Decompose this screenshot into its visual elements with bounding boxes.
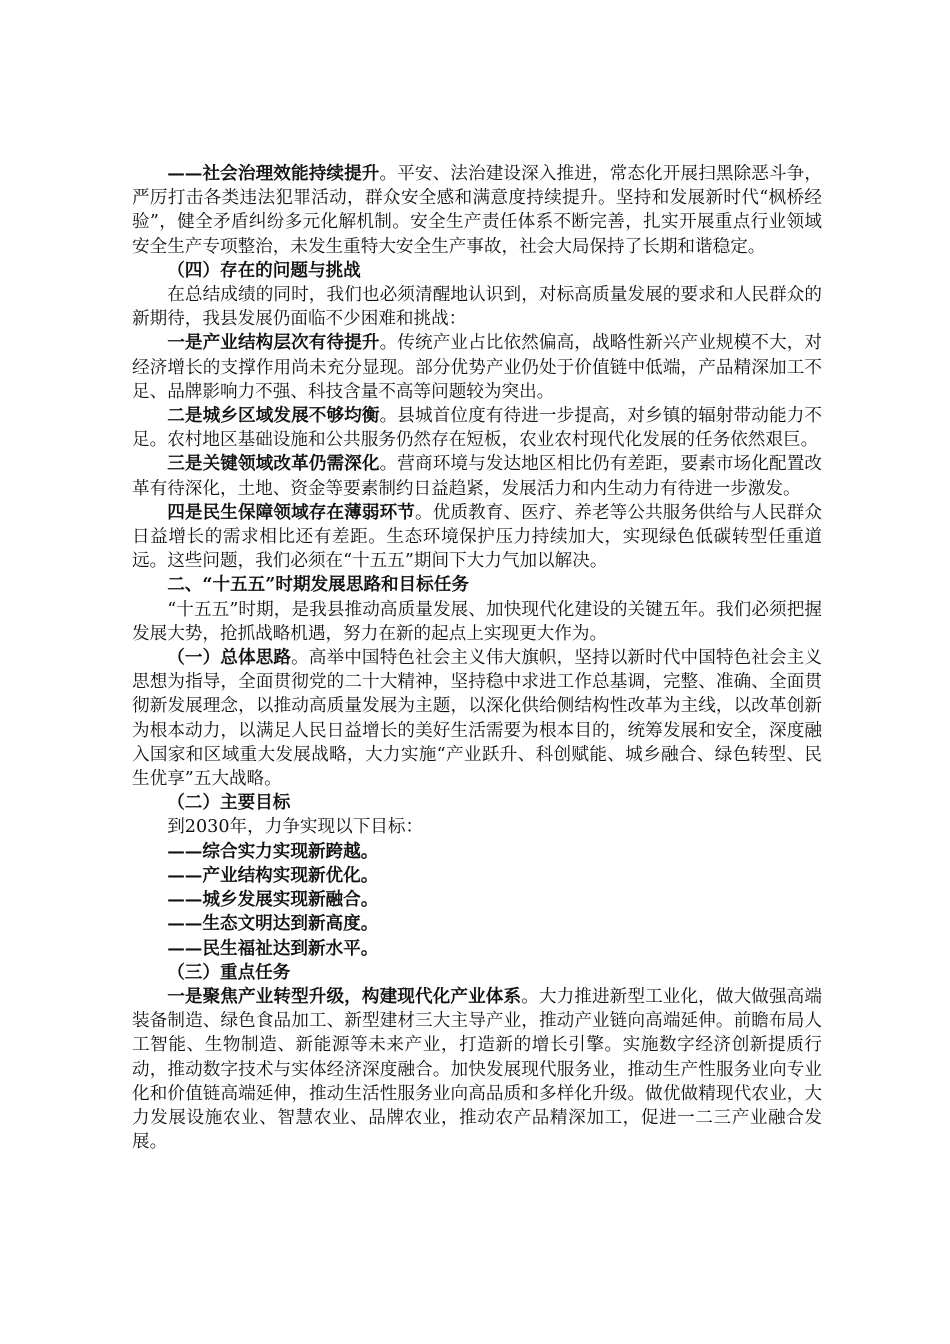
goal-item-2 (132, 864, 822, 888)
paragraph-text: 。平安、法治建设深入推进，常态化开展扫黑除恶斗争，严厉打击各类违法犯罪活动，群众安全感和满意度持续提升。坚持和发展新时代“枫桥经验”，健全矛盾纠纷多元化解机制。安全生产责任体系不断完善，扎实开展重点行业领域安全生产专项整治，未发生重特大安全生产事故，社会大局保持了长期和谐稳定。 (132, 164, 822, 257)
paragraph-text: 。大力推进新型工业化，做大做强高端装备制造、绿色食品加工、新型建材三大主导产业，推动产业链向高端延伸。前瞻布局人工智能、生物制造、新能源等未来产业，打造新的增长引擎。实施数字经济创新提质行动，推动数字技术与实体经济深度融合。加快发展现代服务业，推动生产性服务业向专业化和价值链高端延伸，推动生活性服务业向高品质和多样化升级。做优做精现代农业，大力发展设施农业、智慧农业、品牌农业，推动农产品精深加工，促进一二三产业融合发展。 (132, 986, 822, 1153)
section-heading-plan (132, 573, 822, 597)
paragraph-problem-2 (132, 404, 822, 452)
section-heading-problems (132, 259, 822, 283)
paragraph-lead: 三是关键领域改革仍需深化 (167, 453, 380, 475)
section-heading-tasks (132, 961, 822, 985)
paragraph-lead: （一）总体思路 (167, 647, 292, 669)
goal-item-1 (132, 840, 822, 864)
paragraph-lead: 四是民生保障领域存在薄弱环节 (167, 501, 415, 523)
paragraph-text: 。营商环境与发达地区相比仍有差距，要素市场化配置改革有待深化，土地、资金等要素制约日益趋紧，发展活力和内生动力有待进一步激发。 (132, 454, 822, 499)
paragraph-overall-approach (132, 646, 822, 791)
heading-text: （四）存在的问题与挑战 (167, 259, 361, 281)
goal-text: ——生态文明达到新高度。 (167, 913, 379, 935)
paragraph-text: 到2030年，力争实现以下目标： (167, 817, 424, 838)
goal-text: ——产业结构实现新优化。 (167, 864, 379, 886)
paragraph-lead: 二是城乡区域发展不够均衡 (167, 405, 380, 427)
paragraph-text: 。优质教育、医疗、养老等公共服务供给与人民群众日益增长的需求相比还有差距。生态环境保护压力持续加大，实现绿色低碳转型任重道远。这些问题，我们必须在“十五五”期间下大力气加以解决。 (132, 502, 822, 572)
paragraph-problem-3 (132, 452, 822, 500)
paragraph-problem-1 (132, 331, 822, 404)
goal-item-5 (132, 937, 822, 961)
paragraph-governance (132, 162, 822, 259)
paragraph-text: “十五五”时期，是我县推动高质量发展、加快现代化建设的关键五年。我们必须把握发展大势，抢抓战略机遇，努力在新的起点上实现更大作为。 (132, 599, 822, 644)
goal-text: ——民生福祉达到新水平。 (167, 937, 379, 959)
paragraph-text: 在总结成绩的同时，我们也必须清醒地认识到，对标高质量发展的要求和人民群众的新期待，我县发展仍面临不少困难和挑战： (132, 285, 822, 330)
goal-text: ——城乡发展实现新融合。 (167, 889, 379, 911)
paragraph-text: 。县城首位度有待进一步提高，对乡镇的辐射带动能力不足。农村地区基础设施和公共服务仍然存在短板，农业农村现代化发展的任务依然艰巨。 (132, 406, 822, 451)
paragraph-text: 。高举中国特色社会主义伟大旗帜，坚持以新时代中国特色社会主义思想为指导，全面贯彻党的二十大精神，坚持稳中求进工作总基调，完整、准确、全面贯彻新发展理念，以推动高质量发展为主题，以深化供给侧结构性改革为主线，以改革创新为根本动力，以满足人民日益增长的美好生活需要为根本目的，统筹发展和安全，深度融入国家和区域重大发展战略，大力实施“产业跃升、科创赋能、城乡融合、绿色转型、民生优享”五大战略。 (132, 648, 822, 790)
paragraph-problems-intro (132, 283, 822, 331)
paragraph-problem-4 (132, 501, 822, 574)
heading-text: （三）重点任务 (167, 961, 291, 983)
heading-text: （二）主要目标 (167, 792, 291, 814)
paragraph-lead: 一是产业结构层次有待提升 (167, 332, 380, 354)
goal-item-4 (132, 912, 822, 936)
paragraph-plan-intro (132, 598, 822, 646)
paragraph-task-1 (132, 985, 822, 1154)
paragraph-text: 。传统产业占比依然偏高，战略性新兴产业规模不大，对经济增长的支撑作用尚未充分显现。部分优势产业仍处于价值链中低端，产品精深加工不足、品牌影响力不强、科技含量不高等问题较为突出。 (132, 333, 822, 402)
heading-text: 二、“十五五”时期发展思路和目标任务 (167, 574, 469, 596)
goal-text: ——综合实力实现新跨越。 (167, 840, 379, 862)
section-heading-goals (132, 791, 822, 815)
paragraph-lead: 一是聚焦产业转型升级，构建现代化产业体系 (167, 985, 522, 1007)
paragraph-goals-intro (132, 815, 822, 839)
paragraph-lead: ——社会治理效能持续提升 (167, 163, 380, 184)
goal-item-3 (132, 888, 822, 912)
document-page (132, 162, 822, 1154)
